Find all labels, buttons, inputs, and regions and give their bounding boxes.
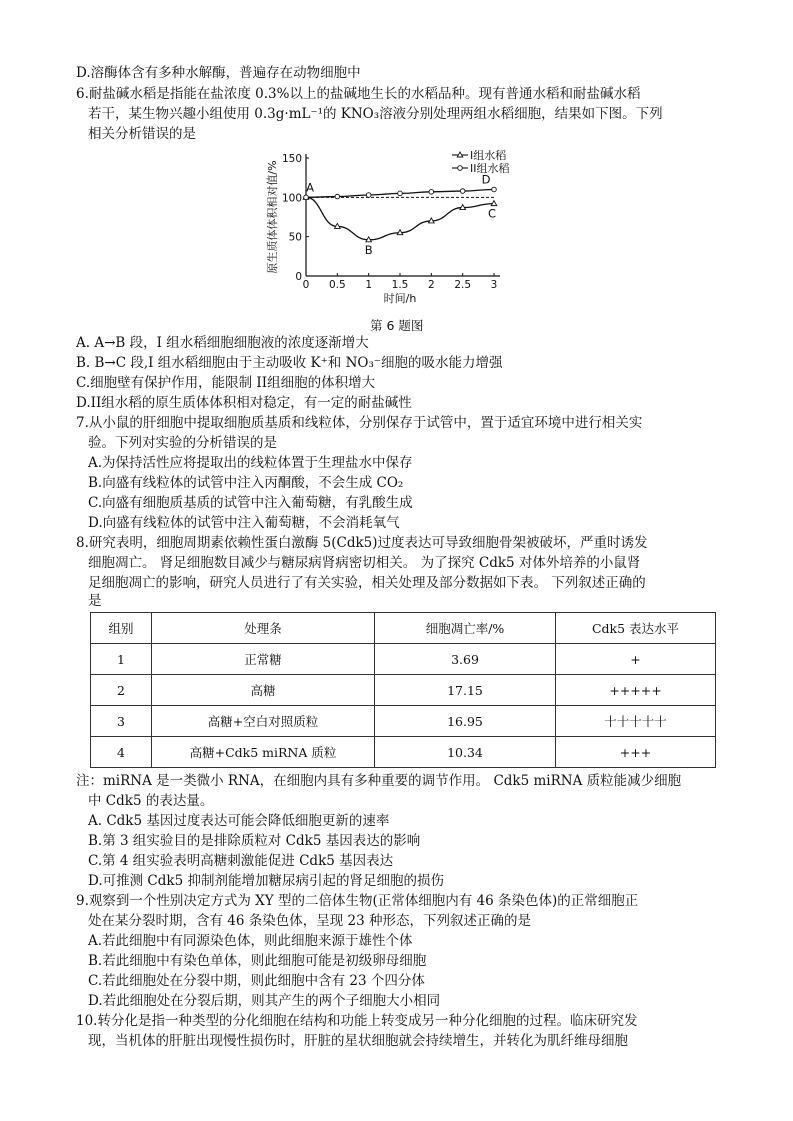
x-tick-label: 3 [490,279,498,291]
point-label-c: C [487,206,497,221]
x-tick-label: 2 [427,279,435,291]
q8-stem-4: 是 [88,593,102,609]
table-cell: 高糖 [152,675,375,706]
data-point-circle [366,193,371,198]
table-cell: 17.15 [375,675,556,706]
q8-option-a: A. Cdk5 基因过度表达可能会降低细胞更新的速率 [88,813,390,829]
table-cell: 16.95 [375,706,556,737]
volume-line-chart [262,148,512,316]
x-axis-label: 时间/h [383,292,417,305]
data-point-circle [304,195,309,200]
q10-stem-1: 10.转分化是指一种类型的分化细胞在结构和功能上转变成另一种分化细胞的过程。临床研究发 [76,1013,638,1029]
data-point-circle [429,190,434,195]
table-header-row [91,613,716,644]
table-cell: 1 [91,644,152,675]
table-header: 细胞凋亡率/% [375,613,556,644]
y-tick-label: 150 [281,153,302,165]
q8-stem-3: 足细胞凋亡的影响，研究人员进行了有关实验，相关处理及部分数据如下表。 下列叙述正确的 [88,575,646,591]
y-tick-label: 0 [295,271,302,283]
q7-option-a: A.为保持活性应将提取出的线粒体置于生理盐水中保存 [88,455,413,471]
q6-stem-3: 相关分析错误的是 [88,126,196,142]
table-header: 处理条 [152,613,375,644]
q9-option-a: A.若此细胞中有同源染色体，则此细胞来源于雄性个体 [88,933,413,949]
q8-option-b: B.第 3 组实验目的是排除质粒对 Cdk5 基因表达的影响 [88,833,421,849]
data-point-circle [398,191,403,196]
table-row [91,706,716,737]
figure-caption: 第 6 题图 [370,318,424,333]
table-cell: 高糖+空白对照质粒 [152,706,375,737]
chart-ticks [265,153,497,305]
y-tick-label: 50 [288,231,302,244]
table-cell: 正常糖 [152,644,375,675]
q8-note-2: 中 Cdk5 的表达量。 [88,793,214,809]
table-header: Cdk5 表达水平 [556,613,716,644]
table-cell: 十十十十十 [556,706,716,737]
x-tick-label: 2.5 [454,279,472,291]
data-point-circle [492,187,497,192]
table-cell: + [556,644,716,675]
q9-option-d: D.若此细胞处在分裂后期，则其产生的两个子细胞大小相同 [88,993,441,1009]
q9-stem-2: 处在某分裂时期，含有 46 条染色体，呈现 23 种形态，下列叙述正确的是 [88,913,532,929]
q9-stem-1: 9.观察到一个性别决定方式为 XY 型的二倍体生物(正常体细胞内有 46 条染色体)的正常细胞正 [76,893,639,909]
data-point-circle [335,194,340,199]
q8-stem-1: 8.研究表明，细胞周期素依赖性蛋白激酶 5(Cdk5)过度表达可导致细胞骨架被破坏，严重时诱发 [76,535,648,551]
q6-option-b: B. B→C 段,I 组水稻细胞由于主动吸收 K⁺和 NO₃⁻细胞的吸水能力增强 [76,355,503,371]
x-tick-label: 0 [302,279,310,291]
q7-stem-2: 验。下列对实验的分析错误的是 [88,435,277,451]
q8-option-d: D.可推测 Cdk5 抑制剂能增加糖尿病引起的肾足细胞的损伤 [88,873,444,889]
table-row [91,675,716,706]
data-point-circle [458,166,463,171]
table-cell: 10.34 [375,737,556,768]
point-label-d: D [481,172,491,187]
table-cell: 4 [91,737,152,768]
y-tick-label: 100 [281,192,302,205]
table-row [91,737,716,768]
data-table [90,612,716,768]
y-axis-label: 原生质体体积相对值/% [266,160,279,274]
table-cell: 3 [91,706,152,737]
chart-legend [452,148,510,175]
q6-stem-1: 6.耐盐碱水稻是指能在盐浓度 0.3%以上的盐碱地生长的水稻品种。现有普通水稻和耐盐碱水稻 [76,86,641,102]
table-cell: +++++ [556,675,716,706]
x-tick-label: 1.5 [391,279,409,291]
q6-option-c: C.细胞壁有保护作用，能限制 II组细胞的体积增大 [76,375,376,391]
point-label-a: A [306,180,314,195]
q8-option-c: C.第 4 组实验表明高糖刺激能促进 Cdk5 基因表达 [88,853,394,869]
q7-option-c: C.向盛有细胞质基质的试管中注入葡萄糖，有乳酸生成 [88,495,413,511]
table-cell: 2 [91,675,152,706]
q5-option-d: D.溶酶体含有多种水解酶，普遍存在动物细胞中 [76,65,361,81]
q7-option-b: B.向盛有线粒体的试管中注入丙酮酸，不会生成 CO₂ [88,475,404,491]
q9-option-c: C.若此细胞处在分裂中期，则此细胞中含有 23 个四分体 [88,973,425,989]
point-label-b: B [364,242,373,257]
table-header: 组别 [91,613,152,644]
q7-stem-1: 7.从小鼠的肝细胞中提取细胞质基质和线粒体，分别保存于试管中，置于适宜环境中进行相关实 [76,415,643,431]
chart-series [303,172,497,256]
table-row [91,644,716,675]
table-cell: 高糖+Cdk5 miRNA 质粒 [152,737,375,768]
q6-option-a: A. A→B 段，I 组水稻细胞细胞液的浓度逐渐增大 [76,335,369,351]
q8-note-1: 注：miRNA 是一类微小 RNA，在细胞内具有多种重要的调节作用。 Cdk5 miRNA 质粒能减少细胞 [76,773,682,789]
x-tick-label: 1 [365,279,373,291]
q6-stem-2: 若干，某生物兴趣小组使用 0.3g·mL⁻¹的 KNO₃溶液分别处理两组水稻细胞，结果如下图。下列 [88,106,663,122]
q10-stem-2: 现，当机体的肝脏出现慢性损伤时，肝脏的星状细胞就会持续增生，并转化为肌纤维母细胞 [88,1033,628,1049]
data-point-circle [460,189,465,194]
x-tick-label: 0.5 [328,279,346,291]
legend-label: II组水稻 [470,162,510,175]
q9-option-b: B.若此细胞中有染色单体，则此细胞可能是初级卵母细胞 [88,953,427,969]
q6-option-d: D.II组水稻的原生质体体积相对稳定，有一定的耐盐碱性 [76,395,412,411]
table-cell: +++ [556,737,716,768]
table-cell: 3.69 [375,644,556,675]
q8-stem-2: 细胞凋亡。 肾足细胞数目减少与糖尿病肾病密切相关。 为了探究 Cdk5 对体外培养的小鼠肾 [88,555,641,571]
q7-option-d: D.向盛有线粒体的试管中注入葡萄糖，不会消耗氧气 [88,515,400,531]
legend-label: I组水稻 [470,149,507,162]
